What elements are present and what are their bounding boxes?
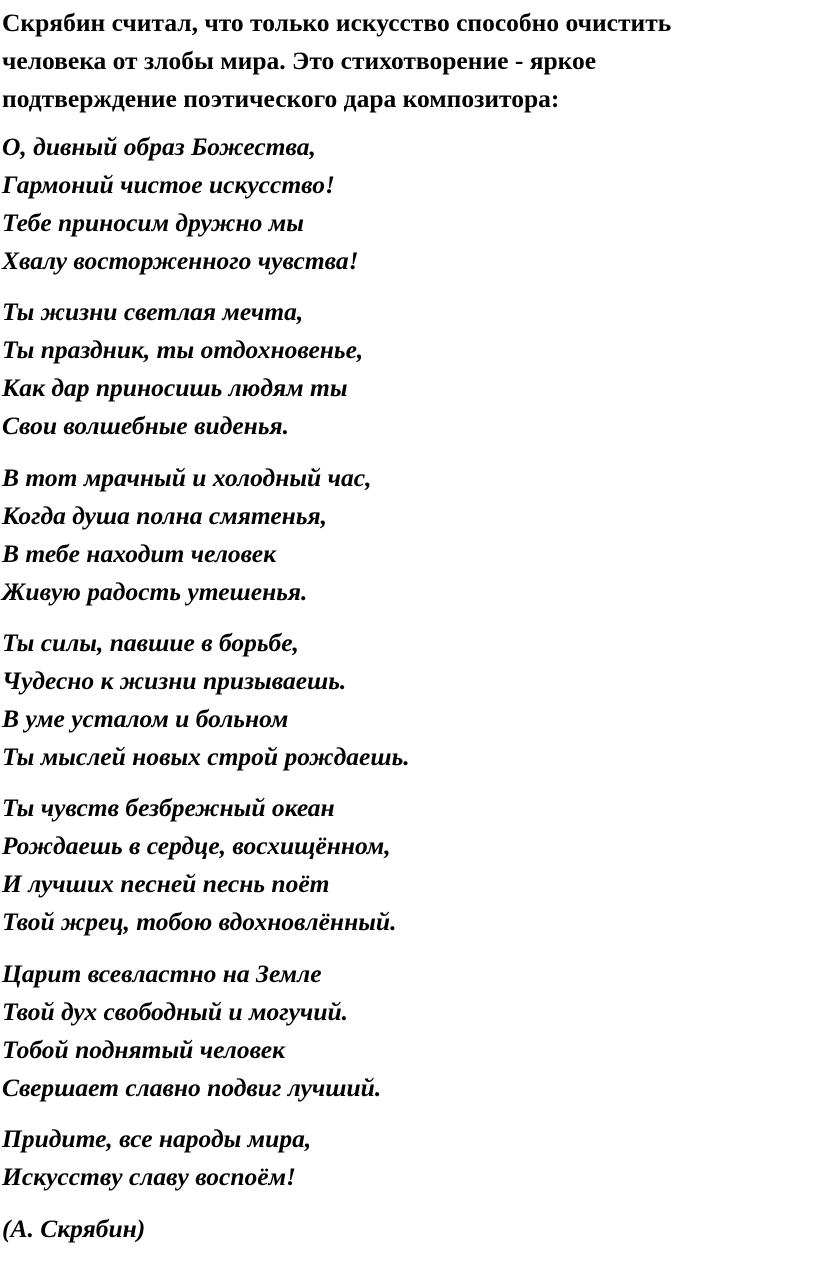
poem-line: В тебе находит человек (2, 539, 276, 568)
intro-line: Скрябин считал, что только искусство способно очистить (2, 8, 672, 37)
poem-line: Ты жизни светлая мечта, (2, 297, 304, 326)
poem-line: Ты мыслей новых строй рождаешь. (2, 742, 410, 771)
poem-line: Твой жрец, тобою вдохновлённый. (2, 907, 397, 936)
poem-stanza-4 (2, 624, 812, 776)
poem-line: Искусству славу воспоём! (2, 1162, 296, 1191)
poem-line: Ты чувств безбрежный океан (2, 793, 335, 822)
poem-author-signature: (А. Скрябин) (2, 1214, 146, 1243)
poem-line: И лучших песней песнь поёт (2, 869, 330, 898)
poem-line: В тот мрачный и холодный час, (2, 463, 372, 492)
poem-stanza-5 (2, 789, 812, 941)
poem-line: Когда душа полна смятенья, (2, 501, 327, 530)
poem-stanza-6 (2, 955, 812, 1107)
poem-line: Живую радость утешенья. (2, 577, 308, 606)
poem-line: Твой дух свободный и могучий. (2, 997, 349, 1026)
poem-line: Свои волшебные виденья. (2, 411, 289, 440)
poem-line: Чудесно к жизни призываешь. (2, 666, 347, 695)
intro-paragraph (2, 4, 812, 118)
poem-line: Рождаешь в сердце, восхищённом, (2, 831, 391, 860)
poem-line: Ты силы, павшие в борьбе, (2, 628, 299, 657)
poem-line: Гармоний чистое искусство! (2, 170, 335, 199)
poem-stanza-3 (2, 459, 812, 611)
poem-line: О, дивный образ Божества, (2, 132, 316, 161)
poem-line: Тобой поднятый человек (2, 1035, 285, 1064)
poem-stanza-2 (2, 293, 812, 445)
poem-line: Как дар приносишь людям ты (2, 373, 348, 402)
poem-stanza-7 (2, 1120, 812, 1196)
intro-line: человека от злобы мира. Это стихотворение - яркое (2, 46, 597, 75)
poem-line: Царит всевластно на Земле (2, 959, 322, 988)
poem-line: Тебе приносим дружно мы (2, 208, 304, 237)
intro-line: подтверждение поэтического дара композитора: (2, 84, 560, 113)
poem-line: Свершает славно подвиг лучший. (2, 1073, 382, 1102)
poem-line: Придите, все народы мира, (2, 1124, 312, 1153)
poem-stanza-1 (2, 128, 812, 280)
poem-line: Хвалу восторженного чувства! (2, 246, 359, 275)
poem-line: В уме усталом и больном (2, 704, 289, 733)
poem-line: Ты праздник, ты отдохновенье, (2, 335, 364, 364)
